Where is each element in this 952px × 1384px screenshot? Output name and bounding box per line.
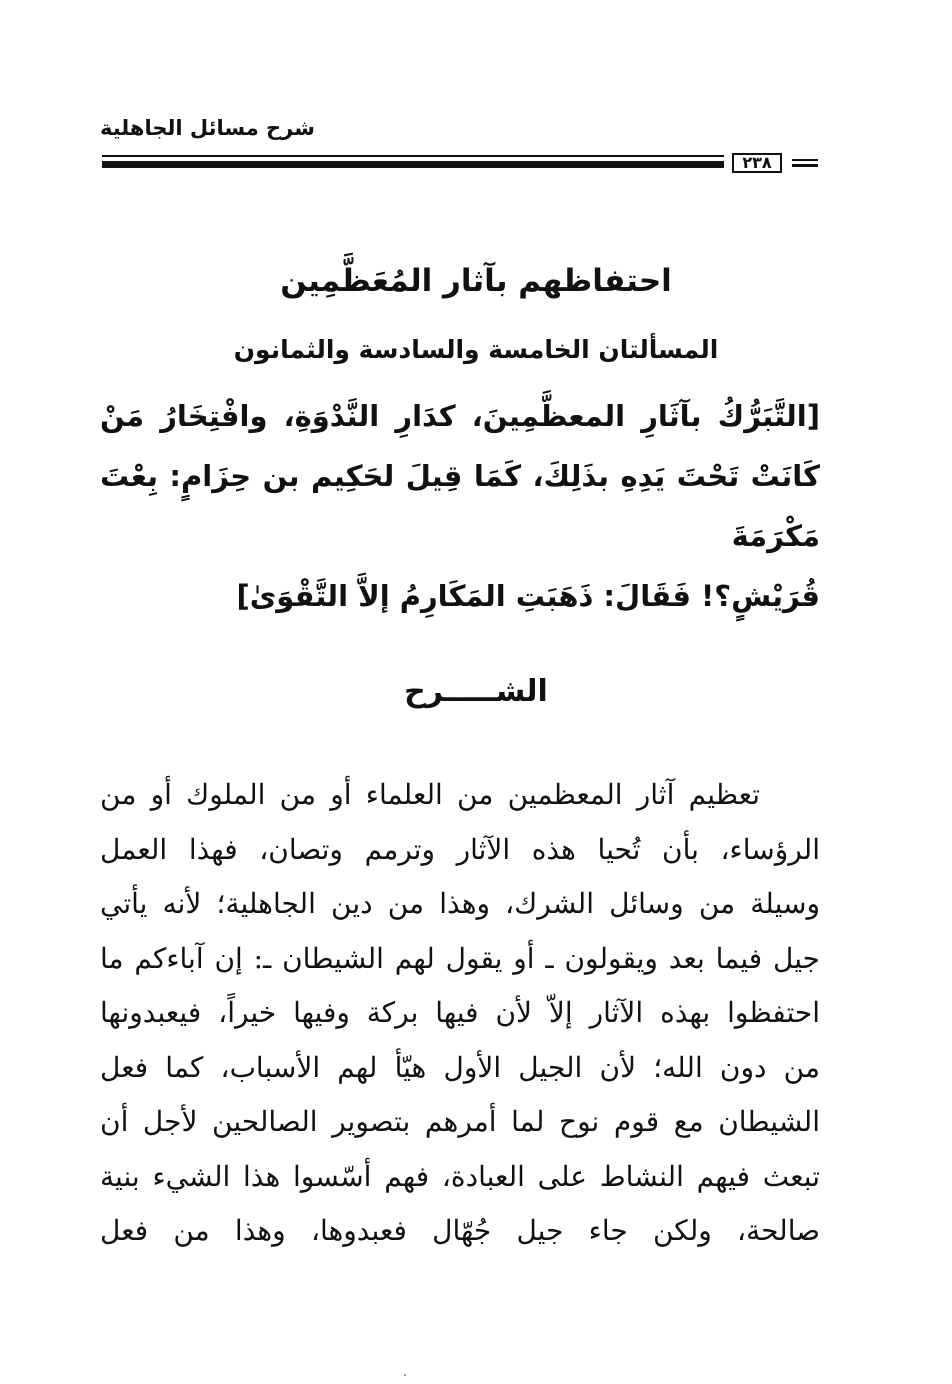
matn-text [100, 386, 820, 626]
body-line: صالحة، ولكن جاء جيل جُهّال فعبدوها، وهذا من فعل [100, 1214, 820, 1247]
body-line: احتفظوا بهذه الآثار إلاّ لأن فيها بركة وفيها خيراً، فيعبدونها [100, 996, 820, 1029]
body-line: تعظيم آثار المعظمين من العلماء أو من الملوك أو من [100, 778, 760, 811]
sharh-heading: الشـــــرح [404, 674, 548, 709]
header-rule [102, 153, 818, 175]
matn-line: قُرَيْشٍ؟! فَقَالَ: ذَهَبَتِ المَكَارِمُ إلاَّ التَّقْوَىٰ] [236, 579, 820, 613]
running-header-title: شرح مسائل الجاهلية [100, 116, 315, 140]
body-line: الرؤساء، بأن تُحيا هذه الآثار وترمم وتصان، فهذا العمل [100, 832, 820, 866]
matn-line: [التَّبَرُّكُ بآثَارِ المعظَّمِينَ، كدَارِ النَّدْوَةِ، وافْتِخَارُ مَنْ [100, 399, 820, 433]
body-line: من دون الله؛ لأن الجيل الأول هيّأ لهم الأسباب، كما فعل [100, 1050, 820, 1084]
page-number: ٢٣٨ [732, 153, 782, 173]
body-line: وسيلة من وسائل الشرك، وهذا من دين الجاهلية؛ لأنه يأتي [100, 887, 820, 920]
header-rule-long [102, 155, 724, 169]
sharh-body [100, 768, 820, 1259]
body-line: تبعث فيهم النشاط على العبادة، فهم أسّسوا هذا الشيء بنية [100, 1159, 820, 1193]
matn-line: كَانَتْ تَحْتَ يَدِهِ بذَلِكَ، كَمَا قِيلَ لحَكِيم بن حِزَامٍ: بِعْتَ مَكْرَمَةَ [100, 459, 820, 553]
header-rule-short [792, 159, 818, 167]
section-subtitle: المسألتان الخامسة والسادسة والثمانون [233, 335, 719, 364]
section-title: احتفاظهم بآثار المُعَظَّمِين [280, 263, 672, 299]
scan-speck [404, 1374, 406, 1376]
body-line: جيل فيما بعد ويقولون ـ أو يقول لهم الشيطان ـ: إن آباءكم ما [100, 941, 820, 975]
body-line: الشيطان مع قوم نوح لما أمرهم بتصوير الصالحين لأجل أن [100, 1105, 820, 1138]
